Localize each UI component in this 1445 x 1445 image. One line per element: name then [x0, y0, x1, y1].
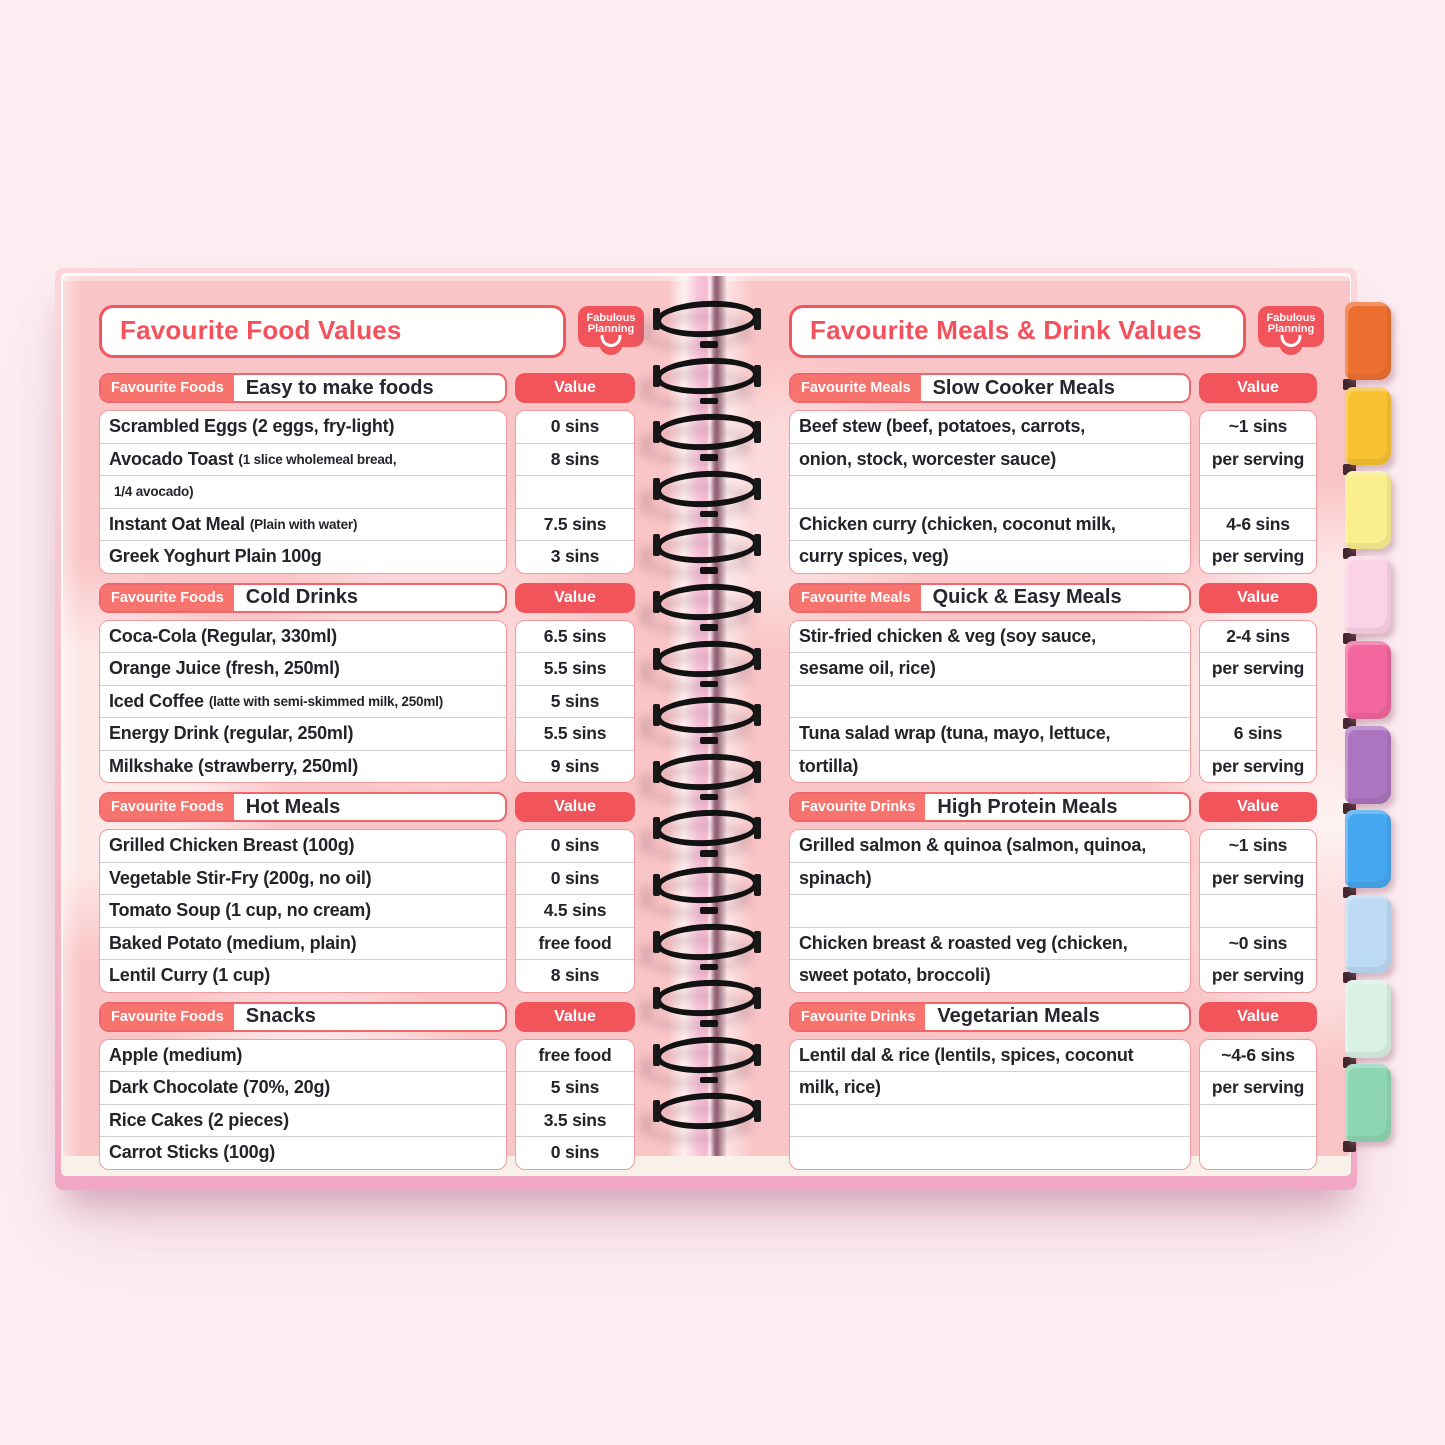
section-header	[99, 1002, 673, 1032]
item-text: Tomato Soup (1 cup, no cream)	[109, 900, 371, 921]
index-tab-pale-yellow	[1345, 471, 1391, 549]
section-body	[99, 410, 673, 574]
index-tab-pale-pink	[1345, 556, 1391, 634]
item-value	[1200, 895, 1316, 928]
section-label	[789, 1002, 1191, 1032]
section-label	[99, 792, 507, 822]
item-row	[100, 444, 506, 477]
item-value: free food	[516, 928, 634, 961]
index-tab-blue	[1345, 810, 1391, 888]
item-value: 3 sins	[550, 546, 600, 567]
items-table	[789, 829, 1191, 993]
section-tag: Favourite Foods	[101, 794, 234, 820]
item-value: per serving	[1211, 546, 1305, 567]
item-value: per serving	[1211, 755, 1305, 776]
section-header	[99, 373, 673, 403]
item-row	[790, 960, 1190, 992]
item-row	[790, 444, 1190, 477]
item-row	[100, 411, 506, 444]
item-detail: (latte with semi-skimmed milk, 250ml)	[208, 693, 444, 709]
item-value: 7.5 sins	[516, 509, 634, 542]
logo-text-line2: Planning	[1267, 322, 1315, 335]
item-row	[790, 751, 1190, 783]
item-text: Chicken curry (chicken, coconut milk,	[799, 513, 1116, 534]
item-row	[790, 718, 1190, 751]
values-table	[1199, 1039, 1317, 1170]
item-value	[1200, 1137, 1316, 1169]
item-value	[1200, 476, 1316, 509]
section-body	[789, 829, 1326, 993]
item-text: Apple (medium)	[109, 1044, 243, 1065]
section-body	[789, 410, 1326, 574]
right-title-row	[789, 305, 1326, 358]
section-tag: Favourite Foods	[101, 585, 234, 611]
right-page-sections	[789, 373, 1326, 1170]
index-tab-mint	[1345, 980, 1391, 1058]
left-title-row	[99, 305, 673, 358]
values-table	[1199, 620, 1317, 784]
item-detail: 1/4 avocado)	[114, 484, 194, 500]
section-label	[789, 583, 1191, 613]
item-row	[790, 830, 1190, 863]
item-text: spinach)	[799, 867, 872, 888]
index-tab-green	[1345, 1064, 1391, 1142]
item-text: Lentil dal & rice (lentils, spices, coconut	[799, 1044, 1134, 1065]
item-text: Coca-Cola (Regular, 330ml)	[109, 625, 337, 646]
section-body	[789, 620, 1326, 784]
item-text: Iced Coffee	[109, 690, 204, 711]
item-value: 6 sins	[1200, 718, 1316, 751]
item-text: onion, stock, worcester sauce)	[799, 448, 1057, 469]
item-value: per serving	[1200, 653, 1316, 686]
right-page	[713, 276, 1350, 1156]
value-column-header: Value	[515, 792, 635, 822]
item-row	[100, 751, 506, 783]
item-row	[790, 621, 1190, 654]
values-table	[515, 1039, 635, 1170]
item-value: 4.5 sins	[516, 895, 634, 928]
left-page	[63, 276, 713, 1163]
item-row	[100, 718, 506, 751]
left-page-sections	[99, 373, 673, 1170]
item-text: Greek Yoghurt Plain 100g	[109, 546, 322, 567]
item-text: Vegetable Stir-Fry (200g, no oil)	[109, 867, 372, 888]
item-value: 5.5 sins	[516, 653, 634, 686]
item-row	[790, 1137, 1190, 1169]
item-text: Energy Drink (regular, 250ml)	[109, 723, 354, 744]
item-text: Tuna salad wrap (tuna, mayo, lettuce,	[799, 723, 1111, 744]
item-text: Baked Potato (medium, plain)	[109, 932, 357, 953]
food-section	[99, 583, 673, 784]
item-text: tortilla)	[799, 755, 859, 776]
food-section	[789, 583, 1326, 784]
section-header	[789, 792, 1326, 822]
section-body	[789, 1039, 1326, 1170]
tab-connector	[1343, 1141, 1356, 1152]
item-text: sesame oil, rice)	[799, 658, 936, 679]
section-tag: Favourite Meals	[791, 375, 921, 401]
item-row	[790, 863, 1190, 896]
section-header	[789, 373, 1326, 403]
item-text: Lentil Curry (1 cup)	[109, 965, 271, 986]
section-tag: Favourite Foods	[101, 1004, 234, 1030]
section-label	[789, 792, 1191, 822]
section-name: Slow Cooker Meals	[932, 376, 1115, 399]
item-value: per serving	[1200, 1072, 1316, 1105]
item-value: per serving	[1200, 863, 1316, 896]
value-column-header: Value	[515, 583, 635, 613]
item-row	[100, 509, 506, 542]
item-value: 0 sins	[516, 863, 634, 896]
smile-icon	[1279, 341, 1303, 355]
section-tag: Favourite Drinks	[791, 1004, 925, 1030]
section-header	[99, 583, 673, 613]
item-text: sweet potato, broccoli)	[799, 965, 991, 986]
item-row	[100, 830, 506, 863]
item-value: free food	[516, 1040, 634, 1073]
food-section	[789, 373, 1326, 574]
value-column-header: Value	[1199, 1002, 1317, 1032]
value-column-header: Value	[1199, 583, 1317, 613]
items-table	[99, 410, 507, 574]
food-section	[789, 792, 1326, 993]
item-text: Dark Chocolate (70%, 20g)	[109, 1077, 331, 1098]
item-row	[790, 653, 1190, 686]
item-text: Orange Juice (fresh, 250ml)	[109, 658, 340, 679]
section-tag: Favourite Meals	[791, 585, 921, 611]
item-value: 2-4 sins	[1200, 621, 1316, 654]
item-row	[790, 411, 1190, 444]
item-value: 8 sins	[516, 444, 634, 477]
food-section	[99, 373, 673, 574]
values-table	[515, 410, 635, 574]
item-text: milk, rice)	[799, 1077, 881, 1098]
item-value: 5 sins	[516, 1072, 634, 1105]
item-row	[100, 686, 506, 719]
item-value: per serving	[1211, 965, 1305, 986]
item-row	[100, 541, 506, 573]
item-row	[100, 476, 506, 509]
item-value: per serving	[1200, 444, 1316, 477]
item-row	[100, 1105, 506, 1138]
items-table	[99, 1039, 507, 1170]
item-text: Stir-fried chicken & veg (soy sauce,	[799, 625, 1096, 646]
right-page-title: Favourite Meals & Drink Values	[789, 305, 1246, 358]
fabulous-planning-logo	[578, 306, 644, 347]
smile-icon	[599, 341, 623, 355]
item-detail: (Plain with water)	[249, 516, 358, 532]
item-text: curry spices, veg)	[799, 546, 949, 567]
item-text: Chicken breast & roasted veg (chicken,	[799, 932, 1128, 953]
item-value: 6.5 sins	[516, 621, 634, 654]
values-table	[515, 620, 635, 784]
item-value: 5 sins	[516, 686, 634, 719]
logo-text-line1: Fabulous	[586, 312, 636, 324]
index-tab-amber	[1345, 387, 1391, 465]
logo-text-line2: Planning	[587, 322, 635, 335]
item-row	[100, 621, 506, 654]
section-name: Quick & Easy Meals	[932, 586, 1122, 608]
section-header	[99, 792, 673, 822]
section-label	[789, 373, 1191, 403]
section-header	[789, 1002, 1326, 1032]
item-text: Beef stew (beef, potatoes, carrots,	[799, 416, 1086, 437]
item-value: ~1 sins	[1200, 411, 1316, 444]
item-value: 0 sins	[516, 411, 634, 444]
item-value: 0 sins	[550, 1142, 600, 1163]
section-name: Hot Meals	[245, 795, 341, 818]
item-value	[516, 476, 634, 509]
section-body	[99, 829, 673, 993]
food-section	[99, 1002, 673, 1170]
item-row	[100, 960, 506, 992]
item-row	[100, 653, 506, 686]
item-value: ~4-6 sins	[1200, 1040, 1316, 1073]
item-text: Carrot Sticks (100g)	[109, 1142, 276, 1163]
item-value: 4-6 sins	[1200, 509, 1316, 542]
logo-text-line1: Fabulous	[1266, 312, 1316, 324]
section-tag: Favourite Drinks	[791, 794, 925, 820]
section-name: Easy to make foods	[245, 376, 434, 399]
item-row	[790, 509, 1190, 542]
item-row	[100, 863, 506, 896]
items-table	[99, 620, 507, 784]
item-text: Grilled salmon & quinoa (salmon, quinoa,	[799, 835, 1147, 856]
item-text: Instant Oat Meal	[109, 513, 245, 534]
item-value: 5.5 sins	[516, 718, 634, 751]
item-row	[100, 1040, 506, 1073]
value-column-header: Value	[515, 373, 635, 403]
item-text: Avocado Toast	[109, 448, 234, 469]
item-row	[100, 1072, 506, 1105]
section-label	[99, 583, 507, 613]
item-row	[790, 476, 1190, 509]
item-value: 9 sins	[550, 755, 600, 776]
items-table	[789, 620, 1191, 784]
planner-book	[55, 268, 1357, 1190]
items-table	[789, 1039, 1191, 1170]
item-value: ~0 sins	[1200, 928, 1316, 961]
item-value: 8 sins	[550, 965, 600, 986]
food-section	[789, 1002, 1326, 1170]
value-column-header: Value	[1199, 792, 1317, 822]
item-row	[100, 928, 506, 961]
item-text: Grilled Chicken Breast (100g)	[109, 835, 355, 856]
item-text: Rice Cakes (2 pieces)	[109, 1109, 289, 1130]
index-tab-orange	[1345, 302, 1391, 380]
section-body	[99, 1039, 673, 1170]
item-text: Milkshake (strawberry, 250ml)	[109, 755, 358, 776]
item-text: Scrambled Eggs (2 eggs, fry-light)	[109, 416, 395, 437]
item-value: 0 sins	[516, 830, 634, 863]
left-page-content	[63, 276, 713, 1163]
value-column-header: Value	[1199, 373, 1317, 403]
item-row	[790, 1040, 1190, 1073]
item-row	[790, 1105, 1190, 1138]
item-detail: (1 slice wholemeal bread,	[238, 451, 397, 467]
item-row	[790, 541, 1190, 573]
food-section	[99, 792, 673, 993]
fabulous-planning-logo	[1258, 306, 1324, 347]
item-value: 3.5 sins	[516, 1105, 634, 1138]
section-header	[789, 583, 1326, 613]
item-value	[1200, 686, 1316, 719]
right-page-content	[713, 276, 1350, 1156]
index-tab-purple	[1345, 726, 1391, 804]
section-tag: Favourite Foods	[101, 375, 234, 401]
value-column-header: Value	[515, 1002, 635, 1032]
item-value	[1200, 1105, 1316, 1138]
values-table	[1199, 829, 1317, 993]
section-name: Cold Drinks	[245, 586, 359, 608]
section-name: Vegetarian Meals	[937, 1005, 1100, 1027]
section-name: High Protein Meals	[937, 795, 1118, 818]
section-name: Snacks	[245, 1005, 316, 1027]
items-table	[789, 410, 1191, 574]
index-tab-pale-blue	[1345, 895, 1391, 973]
section-label	[99, 373, 507, 403]
section-label	[99, 1002, 507, 1032]
left-page-title: Favourite Food Values	[99, 305, 566, 358]
item-row	[790, 1072, 1190, 1105]
item-row	[790, 928, 1190, 961]
section-body	[99, 620, 673, 784]
index-tab-hot-pink	[1345, 641, 1391, 719]
item-row	[100, 1137, 506, 1169]
values-table	[1199, 410, 1317, 574]
item-row	[790, 895, 1190, 928]
item-row	[100, 895, 506, 928]
values-table	[515, 829, 635, 993]
item-row	[790, 686, 1190, 719]
item-value: ~1 sins	[1200, 830, 1316, 863]
items-table	[99, 829, 507, 993]
